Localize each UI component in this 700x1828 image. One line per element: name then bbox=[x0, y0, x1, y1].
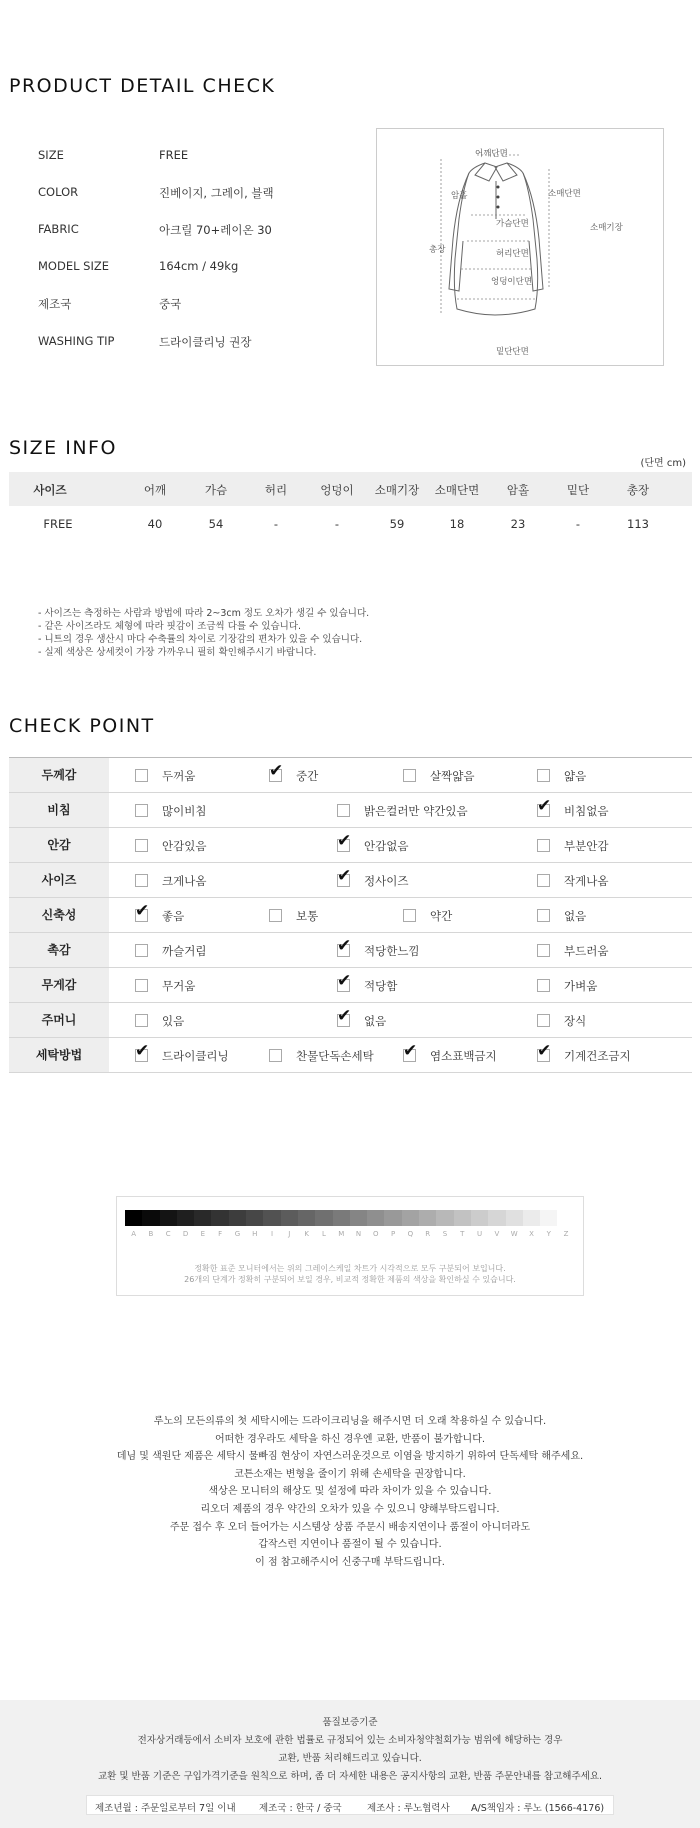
option-text: 크게나옴 bbox=[162, 874, 207, 888]
check-row-lining bbox=[9, 828, 692, 863]
care-line: 갑작스런 지연이나 품절이 될 수 있습니다. bbox=[258, 1539, 442, 1551]
detail-label: MODEL SIZE bbox=[38, 259, 109, 273]
check-row-thickness bbox=[9, 758, 692, 793]
grayscale-letter: M bbox=[338, 1230, 345, 1238]
checkbox[interactable] bbox=[135, 1014, 148, 1027]
grayscale-letter: Q bbox=[407, 1230, 414, 1238]
detail-label: COLOR bbox=[38, 185, 79, 199]
size-header-cell: 가슴 bbox=[204, 483, 228, 497]
footer-as-contact: A/S책임자 : 루노 (1566-4176) bbox=[471, 1803, 605, 1814]
size-cell: 59 bbox=[389, 517, 405, 531]
check-point-title: CHECK POINT bbox=[9, 715, 155, 737]
care-line: 색상은 모니터의 해상도 및 설정에 따라 차이가 있을 수 있습니다. bbox=[208, 1486, 492, 1498]
size-header-cell: 소매단면 bbox=[434, 483, 480, 497]
checkbox[interactable] bbox=[269, 1049, 282, 1062]
option-text: 작게나옴 bbox=[564, 874, 609, 888]
option-text: 얇음 bbox=[564, 769, 587, 783]
option-text: 없음 bbox=[364, 1014, 387, 1028]
grayscale-letter: S bbox=[442, 1230, 448, 1238]
footer-manufacture-date: 제조년월 : 주문일로부터 7일 이내 bbox=[95, 1803, 236, 1814]
grayscale-swatch bbox=[125, 1210, 142, 1226]
size-header-cell: 암홀 bbox=[506, 483, 530, 497]
grayscale-letters bbox=[125, 1230, 575, 1238]
checkbox[interactable] bbox=[537, 874, 550, 887]
grayscale-letter: L bbox=[321, 1230, 326, 1238]
size-header-cell: 소매기장 bbox=[374, 483, 420, 497]
grayscale-letter: I bbox=[270, 1230, 274, 1238]
checkbox[interactable] bbox=[537, 839, 550, 852]
grayscale-swatch bbox=[419, 1210, 436, 1226]
size-note: - 실제 색상은 상세컷이 가장 가까우니 필히 확인해주시기 바랍니다. bbox=[38, 647, 317, 658]
option-text: 적당한느낌 bbox=[364, 944, 420, 958]
grayscale-swatch bbox=[454, 1210, 471, 1226]
grayscale-letter: B bbox=[148, 1230, 154, 1238]
checkbox[interactable] bbox=[269, 909, 282, 922]
grayscale-letter: Z bbox=[563, 1230, 569, 1238]
check-row-label: 사이즈 bbox=[9, 863, 109, 897]
option-text: 부드러움 bbox=[564, 944, 609, 958]
grayscale-letter: X bbox=[529, 1230, 534, 1238]
grayscale-letter: J bbox=[288, 1230, 291, 1238]
grayscale-letter: D bbox=[182, 1230, 189, 1238]
size-table-header bbox=[9, 472, 692, 506]
checkmark-icon: ✔ bbox=[403, 1041, 418, 1061]
size-notes bbox=[38, 607, 369, 659]
detail-value: FREE bbox=[159, 148, 189, 162]
grayscale-letter: H bbox=[252, 1230, 258, 1238]
grayscale-swatch bbox=[557, 1210, 574, 1226]
checkbox[interactable] bbox=[135, 839, 148, 852]
size-cell: 113 bbox=[627, 517, 649, 531]
checkmark-icon: ✔ bbox=[337, 866, 352, 886]
option-text: 가벼움 bbox=[564, 979, 598, 993]
check-row-label: 주머니 bbox=[9, 1003, 109, 1037]
grayscale-swatch bbox=[229, 1210, 246, 1226]
diagram-label-sleeve-length: 소매기장 bbox=[590, 223, 623, 233]
checkmark-icon: ✔ bbox=[337, 1006, 352, 1026]
check-row-elasticity bbox=[9, 898, 692, 933]
grayscale-swatch bbox=[523, 1210, 540, 1226]
option-text: 있음 bbox=[162, 1014, 185, 1028]
option-text: 없음 bbox=[564, 909, 587, 923]
diagram-label-waist: 허리단면 bbox=[496, 249, 529, 259]
grayscale-note: 정확한 표준 모니터에서는 위의 그레이스케일 차트가 시각적으로 모두 구분되어 보입니다. bbox=[194, 1264, 506, 1273]
size-cell: 40 bbox=[147, 517, 163, 531]
checkbox[interactable] bbox=[403, 909, 416, 922]
check-row-label: 두께감 bbox=[9, 758, 109, 792]
checkmark-icon: ✔ bbox=[269, 761, 284, 781]
grayscale-swatch bbox=[160, 1210, 177, 1226]
detail-value: 진베이지, 그레이, 블랙 bbox=[159, 186, 274, 200]
grayscale-swatch bbox=[488, 1210, 505, 1226]
option-text: 살짝얇음 bbox=[430, 769, 475, 783]
grayscale-swatch bbox=[246, 1210, 263, 1226]
grayscale-swatch bbox=[315, 1210, 332, 1226]
grayscale-letter: Y bbox=[546, 1230, 551, 1238]
diagram-label-hem: 밑단단면 bbox=[496, 347, 529, 357]
grayscale-swatch bbox=[506, 1210, 523, 1226]
size-header-cell: 어깨 bbox=[143, 483, 167, 497]
detail-value: 중국 bbox=[159, 297, 182, 311]
grayscale-letter: O bbox=[373, 1230, 379, 1238]
size-cell: 54 bbox=[208, 517, 224, 531]
checkmark-icon: ✔ bbox=[337, 831, 352, 851]
option-text: 적당함 bbox=[364, 979, 398, 993]
checkbox[interactable] bbox=[537, 1014, 550, 1027]
grayscale-swatch bbox=[384, 1210, 401, 1226]
grayscale-swatch bbox=[263, 1210, 280, 1226]
check-row-label: 신축성 bbox=[9, 898, 109, 932]
footer-maker: 제조사 : 루노협력사 bbox=[367, 1803, 450, 1814]
grayscale-letter: U bbox=[477, 1230, 483, 1238]
option-text: 부분안감 bbox=[564, 839, 609, 853]
grayscale-swatch bbox=[367, 1210, 384, 1226]
size-cell: - bbox=[575, 517, 581, 531]
check-row-transparency bbox=[9, 793, 692, 828]
grayscale-swatch bbox=[142, 1210, 159, 1226]
checkbox[interactable] bbox=[537, 909, 550, 922]
detail-label: 제조국 bbox=[38, 297, 72, 311]
diagram-label-armhole: 암홀 bbox=[451, 191, 468, 201]
option-text: 좋음 bbox=[162, 909, 185, 923]
grayscale-swatch bbox=[298, 1210, 315, 1226]
grayscale-letter: W bbox=[510, 1230, 518, 1238]
grayscale-swatch bbox=[211, 1210, 228, 1226]
grayscale-swatch bbox=[177, 1210, 194, 1226]
checkbox[interactable] bbox=[403, 769, 416, 782]
care-line: 데님 및 색원단 제품은 세탁시 물빠짐 현상이 자연스러운것으로 이염을 방지하기 위하여 단독세탁 해주세요. bbox=[116, 1451, 584, 1463]
size-note: - 같은 사이즈라도 체형에 따라 핏감이 조금씩 다를 수 있습니다. bbox=[38, 621, 302, 632]
check-row-label: 안감 bbox=[9, 828, 109, 862]
diagram-label-shoulder: 어깨단면 bbox=[475, 149, 508, 159]
detail-value: 아크릴 70+레이온 30 bbox=[159, 223, 272, 237]
footer-title: 품질보증기준 bbox=[322, 1717, 378, 1728]
checkbox[interactable] bbox=[537, 944, 550, 957]
size-cell: 23 bbox=[510, 517, 526, 531]
checkmark-icon: ✔ bbox=[537, 1041, 552, 1061]
option-text: 기계건조금지 bbox=[564, 1049, 631, 1063]
size-note: - 니트의 경우 생산시 마다 수축률의 차이로 기장감의 편차가 있을 수 있습니다. bbox=[38, 634, 363, 645]
checkbox[interactable] bbox=[135, 979, 148, 992]
footer-line: 교환 및 반품 기준은 구입가격기준을 원칙으로 하며, 좀 더 자세한 내용은 공지사항의 교환, 반품 주문안내를 참고해주세요. bbox=[97, 1771, 603, 1782]
detail-value: 드라이클리닝 권장 bbox=[159, 335, 252, 349]
check-row-weight bbox=[9, 968, 692, 1003]
size-header-cell: 엉덩이 bbox=[320, 483, 354, 497]
grayscale-swatch bbox=[540, 1210, 557, 1226]
detail-value: 164cm / 49kg bbox=[159, 259, 239, 273]
size-unit: (단면 cm) bbox=[640, 458, 686, 469]
size-cell: FREE bbox=[43, 517, 73, 531]
option-text: 무거움 bbox=[162, 979, 196, 993]
option-text: 정사이즈 bbox=[364, 874, 409, 888]
grayscale-letter: N bbox=[355, 1230, 362, 1238]
care-instructions bbox=[0, 1413, 700, 1571]
option-text: 밝은컬러만 약간있음 bbox=[364, 804, 468, 818]
check-row-label: 촉감 bbox=[9, 933, 109, 967]
care-line: 코튼소재는 변형을 줄이기 위해 손세탁을 권장합니다. bbox=[234, 1468, 466, 1480]
checkmark-icon: ✔ bbox=[537, 796, 552, 816]
grayscale-letter: A bbox=[131, 1230, 137, 1238]
grayscale-letter: T bbox=[460, 1230, 465, 1238]
grayscale-letter: E bbox=[200, 1230, 206, 1238]
checkmark-icon: ✔ bbox=[135, 1041, 150, 1061]
footer-line: 교환, 반품 처리해드리고 있습니다. bbox=[278, 1753, 422, 1764]
option-text: 중간 bbox=[296, 769, 319, 783]
check-row-washing bbox=[9, 1038, 692, 1073]
option-text: 장식 bbox=[564, 1014, 587, 1028]
option-text: 비침없음 bbox=[564, 804, 609, 818]
size-cell: - bbox=[273, 517, 279, 531]
size-header-cell: 밑단 bbox=[566, 483, 590, 497]
check-row-pocket bbox=[9, 1003, 692, 1038]
grayscale-letter: F bbox=[218, 1230, 223, 1238]
grayscale-swatch bbox=[281, 1210, 298, 1226]
size-header-cell: 사이즈 bbox=[33, 483, 67, 497]
detail-label: WASHING TIP bbox=[38, 334, 115, 348]
care-line: 리오더 제품의 경우 약간의 오차가 있을 수 있으니 양해부탁드립니다. bbox=[200, 1503, 500, 1515]
checkbox[interactable] bbox=[135, 769, 148, 782]
care-line: 어떠한 경우라도 세탁을 하신 경우엔 교환, 반품이 불가합니다. bbox=[214, 1433, 486, 1445]
checkbox[interactable] bbox=[135, 944, 148, 957]
checkmark-icon: ✔ bbox=[337, 936, 352, 956]
diagram-label-chest: 가슴단면 bbox=[496, 219, 529, 229]
option-text: 찬물단독손세탁 bbox=[296, 1049, 374, 1063]
size-header-cell: 총장 bbox=[626, 483, 650, 497]
option-text: 까슬거림 bbox=[162, 944, 207, 958]
size-header-cell: 허리 bbox=[264, 483, 288, 497]
grayscale-swatch bbox=[402, 1210, 419, 1226]
footer-country: 제조국 : 한국 / 중국 bbox=[259, 1803, 342, 1814]
measurement-diagram bbox=[376, 128, 664, 366]
grayscale-letter: V bbox=[494, 1230, 500, 1238]
detail-label: SIZE bbox=[38, 148, 64, 162]
option-text: 염소표백금지 bbox=[430, 1049, 497, 1063]
checkbox[interactable] bbox=[537, 769, 550, 782]
option-text: 드라이클리닝 bbox=[162, 1049, 229, 1063]
grayscale-chart bbox=[116, 1196, 584, 1296]
grayscale-swatch bbox=[471, 1210, 488, 1226]
quality-guarantee-footer bbox=[0, 1700, 700, 1828]
grayscale-swatch bbox=[350, 1210, 367, 1226]
option-text: 약간 bbox=[430, 909, 453, 923]
check-row-size bbox=[9, 863, 692, 898]
grayscale-letter: G bbox=[234, 1230, 241, 1238]
option-text: 두꺼움 bbox=[162, 769, 196, 783]
checkbox[interactable] bbox=[135, 874, 148, 887]
grayscale-note: 26개의 단계가 정확히 구분되어 보일 경우, 비교적 정확한 제품의 색상을 확인하실 수 있습니다. bbox=[184, 1275, 516, 1284]
checkbox[interactable] bbox=[135, 804, 148, 817]
checkmark-icon: ✔ bbox=[337, 971, 352, 991]
option-text: 많이비침 bbox=[162, 804, 207, 818]
option-text: 안감없음 bbox=[364, 839, 409, 853]
care-line: 루노의 모든의류의 첫 세탁시에는 드라이크리닝을 해주시면 더 오래 착용하실 수 있습니다. bbox=[153, 1416, 547, 1427]
checkbox[interactable] bbox=[537, 979, 550, 992]
grayscale-letter: K bbox=[304, 1230, 309, 1238]
grayscale-letter: R bbox=[425, 1230, 431, 1238]
grayscale-letter: P bbox=[390, 1230, 396, 1238]
footer-line: 전자상거래등에서 소비자 보호에 관한 법률로 규정되어 있는 소비자청약철회가능 범위에 해당하는 경우 bbox=[137, 1735, 563, 1746]
care-line: 이 점 참고해주시어 신중구매 부탁드립니다. bbox=[255, 1556, 445, 1568]
diagram-label-hip: 엉덩이단면 bbox=[491, 277, 533, 287]
grayscale-strip bbox=[125, 1210, 575, 1226]
detail-label: FABRIC bbox=[38, 222, 79, 236]
grayscale-letter: C bbox=[165, 1230, 171, 1238]
check-row-label: 무게감 bbox=[9, 968, 109, 1002]
grayscale-swatch bbox=[194, 1210, 211, 1226]
size-cell: - bbox=[334, 517, 340, 531]
product-detail-title: PRODUCT DETAIL CHECK bbox=[9, 75, 276, 97]
grayscale-swatch bbox=[333, 1210, 350, 1226]
option-text: 안감있음 bbox=[162, 839, 207, 853]
size-cell: 18 bbox=[449, 517, 465, 531]
checkmark-icon: ✔ bbox=[135, 901, 150, 921]
diagram-label-length: 총장 bbox=[429, 245, 446, 255]
check-row-label: 비침 bbox=[9, 793, 109, 827]
care-line: 주문 접수 후 오더 들어가는 시스템상 상품 주문시 배송지연이나 품절이 아니더라도 bbox=[169, 1521, 531, 1533]
size-info-title: SIZE INFO bbox=[9, 437, 117, 459]
size-note: - 사이즈는 측정하는 사람과 방법에 따라 2~3cm 정도 오차가 생길 수 있습니다. bbox=[38, 608, 370, 619]
footer-info-bar bbox=[86, 1795, 614, 1815]
check-row-label: 세탁방법 bbox=[9, 1038, 109, 1072]
diagram-label-sleeve-hem: 소매단면 bbox=[548, 189, 581, 199]
option-text: 보통 bbox=[296, 909, 319, 923]
checkbox[interactable] bbox=[337, 804, 350, 817]
grayscale-swatch bbox=[436, 1210, 453, 1226]
check-row-texture bbox=[9, 933, 692, 968]
